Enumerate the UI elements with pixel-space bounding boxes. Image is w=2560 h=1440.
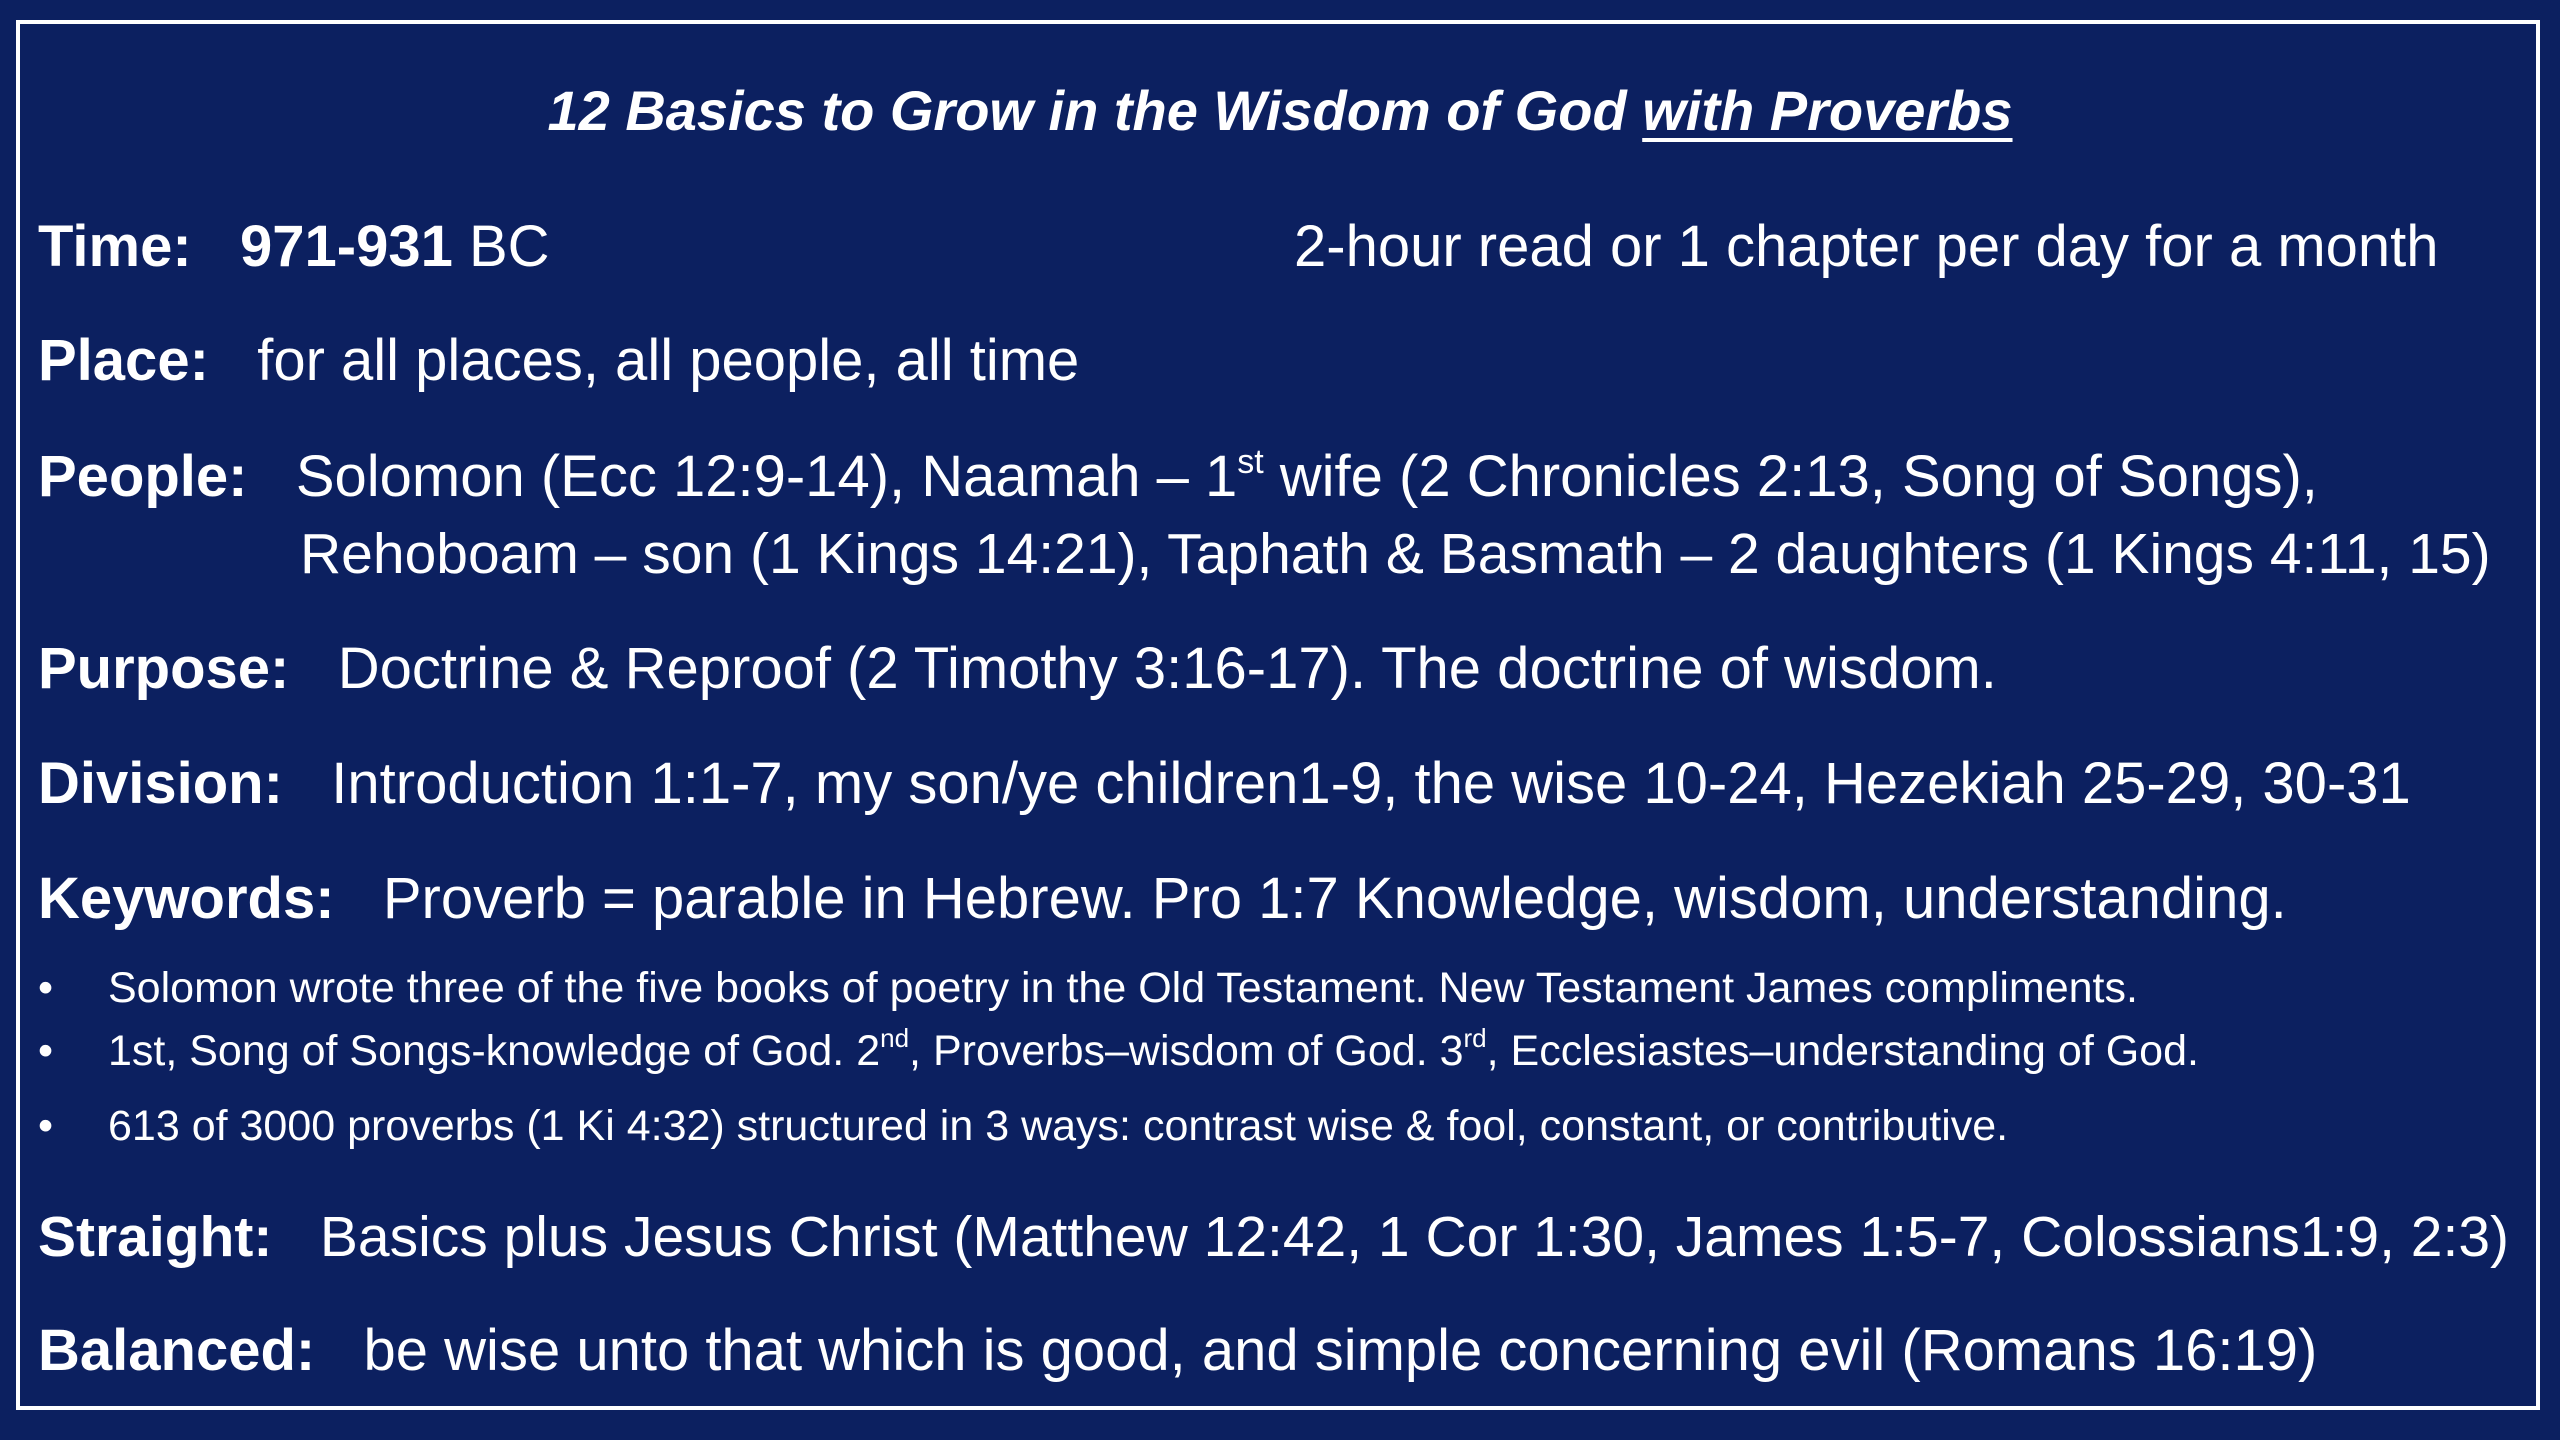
place-text: for all places, all people, all time — [257, 328, 1080, 393]
people-line1-a: Solomon (Ecc 12:9-14), Naamah – 1 — [295, 444, 1238, 509]
people-line1-sup: st — [1237, 443, 1264, 481]
place-row — [38, 326, 1079, 396]
bullet-item — [38, 1023, 2199, 1079]
keywords-label: Keywords: — [38, 866, 335, 931]
purpose-label: Purpose: — [38, 636, 290, 701]
bullet-icon: • — [38, 1027, 54, 1075]
time-note: 2-hour read or 1 chapter per day for a month — [1294, 214, 2439, 279]
people-label: People: — [38, 444, 248, 509]
time-years: 971-931 — [239, 214, 453, 279]
people-row — [38, 442, 2318, 512]
time-row — [38, 212, 550, 282]
title-main: 12 Basics to Grow in the Wisdom of God — [547, 79, 1643, 142]
balanced-label: Balanced: — [38, 1318, 316, 1383]
division-label: Division: — [38, 751, 283, 816]
keywords-text: Proverb = parable in Hebrew. Pro 1:7 Knowledge, wisdom, understanding. — [382, 866, 2287, 931]
straight-text: Basics plus Jesus Christ (Matthew 12:42, 1 Cor 1:30, James 1:5-7, Colossians1:9, 2:3) — [319, 1205, 2509, 1269]
title-underlined: with Proverbs — [1642, 79, 2013, 142]
bullet-2-a: 1st, Song of Songs-knowledge of God. 2 — [108, 1027, 881, 1075]
keywords-row — [38, 864, 2287, 934]
bullet-item — [38, 1098, 2008, 1154]
purpose-text: Doctrine & Reproof (2 Timothy 3:16-17). The doctrine of wisdom. — [337, 636, 1997, 701]
division-text: Introduction 1:1-7, my son/ye children1-9, the wise 10-24, Hezekiah 25-29, 30-31 — [331, 751, 2411, 816]
bullet-icon: • — [38, 964, 54, 1012]
time-label: Time: — [38, 214, 192, 279]
place-label: Place: — [38, 328, 209, 393]
bullet-2-c: , Ecclesiastes–understanding of God. — [1486, 1027, 2199, 1075]
bullet-2-sup2: rd — [1463, 1023, 1487, 1053]
straight-label: Straight: — [38, 1205, 273, 1269]
bullet-2-b: , Proverbs–wisdom of God. 3 — [909, 1027, 1464, 1075]
balanced-row — [38, 1316, 2317, 1386]
bullet-icon: • — [38, 1102, 54, 1150]
people-line2: Rehoboam – son (1 Kings 14:21), Taphath & Basmath – 2 daughters (1 Kings 4:11, 15) — [300, 522, 2491, 586]
people-line1-b: wife (2 Chronicles 2:13, Song of Songs), — [1263, 444, 2318, 509]
bullet-item — [38, 960, 2138, 1016]
purpose-row — [38, 634, 1997, 704]
balanced-text: be wise unto that which is good, and simple concerning evil (Romans 16:19) — [363, 1318, 2318, 1383]
straight-row — [38, 1202, 2509, 1272]
bullet-2-sup1: nd — [880, 1023, 910, 1053]
slide-title — [0, 76, 2560, 146]
time-era: BC — [452, 214, 550, 279]
division-row — [38, 749, 2411, 819]
bullet-3-text: 613 of 3000 proverbs (1 Ki 4:32) structured in 3 ways: contrast wise & fool, constant, or contributive. — [108, 1102, 2009, 1150]
bullet-1-text: Solomon wrote three of the five books of poetry in the Old Testament. New Testament James compliments. — [108, 964, 2138, 1012]
